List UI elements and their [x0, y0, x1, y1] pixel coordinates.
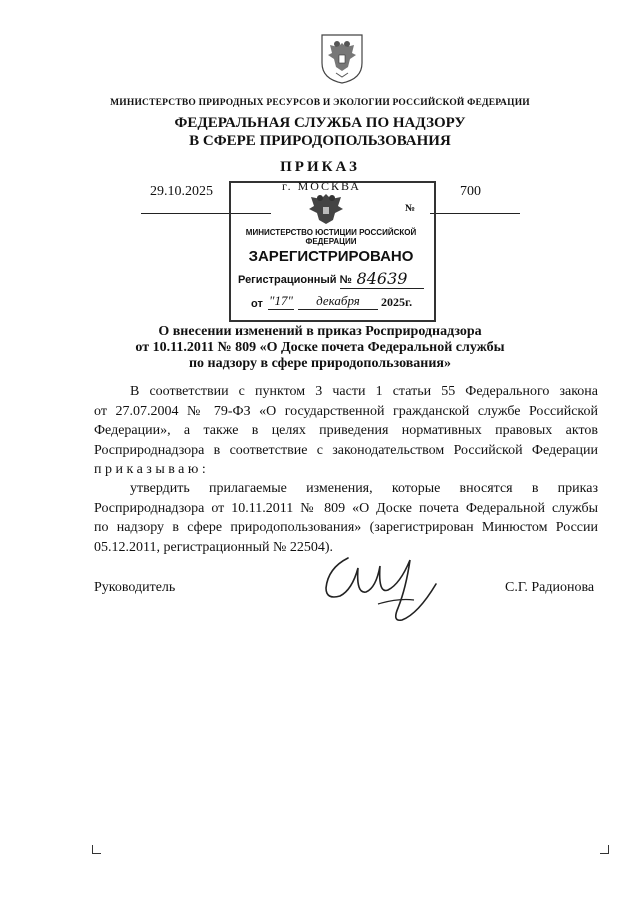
body-paragraph-2 [94, 479, 598, 557]
corner-mark-left [92, 845, 101, 854]
order-title-line2: от 10.11.2011 № 809 «О Доске почета Федеральной службы [135, 340, 505, 355]
corner-mark-right [600, 845, 609, 854]
stamp-registered: ЗАРЕГИСТРИРОВАНО [248, 248, 414, 265]
body-p2-line3: по надзору в сфере природопользования» (зарегистрирован Минюстом России [94, 520, 598, 535]
order-word: приказываю: [94, 462, 210, 477]
coat-of-arms-icon [320, 33, 364, 85]
stamp-reg-day: "17" [269, 293, 293, 308]
stamp-ministry: МИНИСТЕРСТВО ЮСТИЦИИ РОССИЙСКОЙ ФЕДЕРАЦИИ [245, 228, 417, 246]
signatory-position: Руководитель [94, 580, 176, 595]
stamp-reg-year: 2025г. [381, 295, 413, 309]
stamp-from-label: от [251, 298, 263, 310]
number-underline [430, 213, 520, 214]
service-name-line1: ФЕДЕРАЛЬНАЯ СЛУЖБА ПО НАДЗОРУ [174, 115, 466, 131]
document-type: ПРИКАЗ [280, 159, 360, 175]
body-p1-line1: В соответствии с пунктом 3 части 1 статьи 55 Федерального закона [130, 384, 598, 399]
stamp-number-sign: № [405, 203, 416, 214]
stamp-reg-label: Регистрационный № [238, 274, 352, 286]
city-name: г. МОСКВА [282, 179, 361, 193]
service-name-line2: В СФЕРЕ ПРИРОДОПОЛЬЗОВАНИЯ [189, 133, 451, 149]
body-p1-line2: от 27.07.2004 № 79-ФЗ «О государственной гражданской службе Российской [94, 403, 598, 419]
body-p1-line3: Федерации», а также в целях приведения нормативных правовых актов [94, 423, 598, 438]
stamp-emblem-icon [306, 192, 346, 226]
ministry-name: МИНИСТЕРСТВО ПРИРОДНЫХ РЕСУРСОВ И ЭКОЛОГИИ РОССИЙСКОЙ ФЕДЕРАЦИИ [110, 98, 530, 108]
stamp-reg-number: 84639 [340, 269, 424, 289]
body-p2-line2: Росприроднадзора от 10.11.2011 № 809 «О Доске почета Федеральной службы [94, 500, 598, 516]
body-p1-line4: Росприроднадзора в соответствие с законодательством Российской Федерации [94, 442, 598, 458]
body-p2-line4: 05.12.2011, регистрационный № 22504). [94, 539, 334, 555]
order-number: 700 [460, 184, 481, 199]
body-paragraph-1 [94, 382, 598, 480]
handwritten-signature-icon [318, 548, 458, 628]
order-date: 29.10.2025 [150, 184, 213, 199]
stamp-reg-month: декабря [298, 293, 378, 310]
order-title-line1: О внесении изменений в приказ Росприроднадзора [158, 324, 482, 339]
body-p2-line1: утвердить прилагаемые изменения, которые вносятся в приказ [130, 481, 598, 496]
signatory-name: С.Г. Радионова [505, 580, 595, 595]
order-title-line3: по надзору в сфере природопользования» [188, 356, 451, 371]
